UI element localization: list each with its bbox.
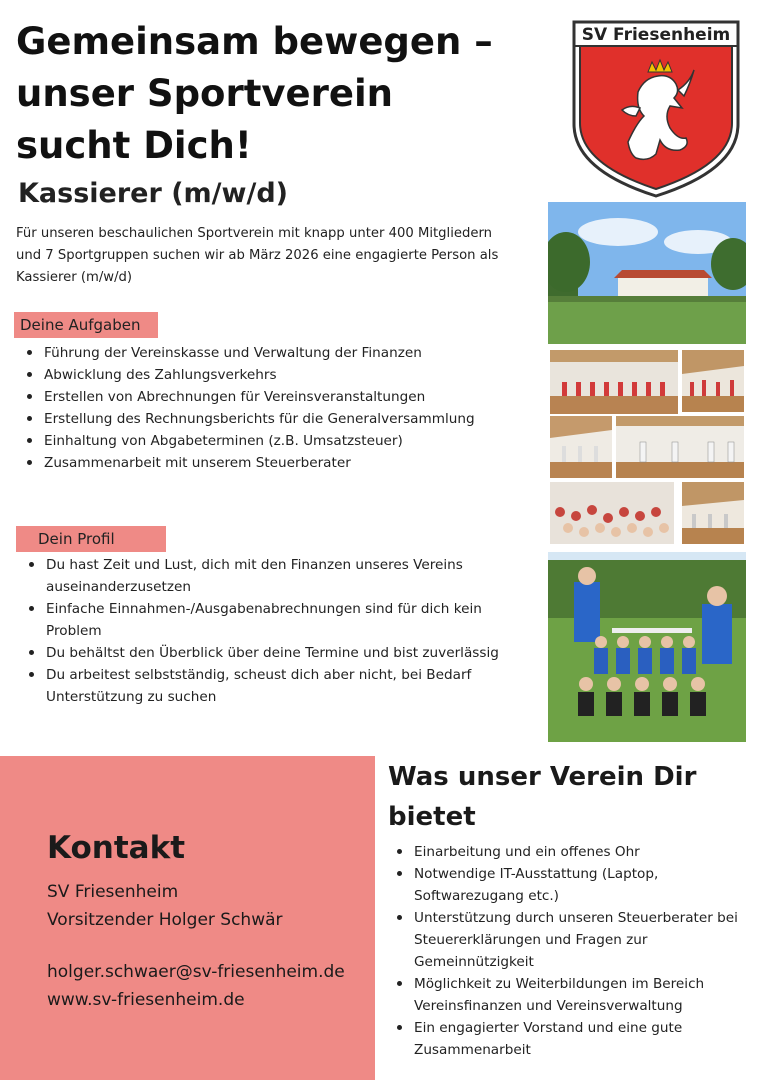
tasks-list <box>18 342 528 474</box>
task-item: Abwicklung des Zahlungsverkehrs <box>18 364 528 386</box>
role-title: Kassierer (m/w/d) <box>18 178 288 209</box>
contact-email[interactable]: holger.schwaer@sv-friesenheim.de <box>47 962 345 982</box>
gym-class-photo-2 <box>616 416 744 478</box>
event-crowd-photo <box>550 482 674 544</box>
offer-item: Einarbeitung und ein offenes Ohr <box>388 841 740 863</box>
offer-list <box>388 841 740 1061</box>
headline-line-2: unser Sportverein <box>16 72 393 115</box>
task-item: Erstellen von Abrechnungen für Vereinsveranstaltungen <box>18 386 528 408</box>
profile-item: Einfache Einnahmen-/Ausgabenabrechnungen sind für dich kein Problem <box>20 598 510 642</box>
profile-list <box>20 554 510 708</box>
youth-team-photo <box>548 552 746 742</box>
task-item: Zusammenarbeit mit unserem Steuerberater <box>18 452 528 474</box>
profile-item: Du arbeitest selbstständig, scheust dich aber nicht, bei Bedarf Unterstützung zu suchen <box>20 664 510 708</box>
contact-website[interactable]: www.sv-friesenheim.de <box>47 990 245 1010</box>
offer-item: Unterstützung durch unseren Steuerberater bei Steuererklärungen und Fragen zur Gemeinnützigkeit <box>388 907 740 973</box>
headline <box>16 16 536 172</box>
clubhouse-photo <box>548 202 746 344</box>
contact-org: SV Friesenheim <box>47 882 179 902</box>
profile-label: Dein Profil <box>16 526 166 552</box>
offer-item: Möglichkeit zu Weiterbildungen im Bereich Vereinsfinanzen und Vereinsverwaltung <box>388 973 740 1017</box>
headline-line-1: Gemeinsam bewegen – <box>16 20 493 63</box>
task-item: Einhaltung von Abgabeterminen (z.B. Umsatzsteuer) <box>18 430 528 452</box>
headline-line-3: sucht Dich! <box>16 124 252 167</box>
task-item: Erstellung des Rechnungsberichts für die Generalversammlung <box>18 408 528 430</box>
task-item: Führung der Vereinskasse und Verwaltung der Finanzen <box>18 342 528 364</box>
intro-text: Für unseren beschaulichen Sportverein mit knapp unter 400 Mitgliedern und 7 Sportgruppen suchen wir ab März 2026 eine engagierte Person als Kassierer (m/w/d) <box>16 226 499 285</box>
offer-title: Was unser Verein Dir bietet <box>388 762 697 832</box>
offer-item: Notwendige IT-Ausstattung (Laptop, Softwarezugang etc.) <box>388 863 740 907</box>
logo-text: SV Friesenheim <box>581 25 731 45</box>
dance-group-photo-2 <box>682 350 744 412</box>
profile-item: Du hast Zeit und Lust, dich mit den Finanzen unseres Vereins auseinanderzusetzen <box>20 554 510 598</box>
offer-item: Ein engagierter Vorstand und eine gute Zusammenarbeit <box>388 1017 740 1061</box>
profile-item: Du behältst den Überblick über deine Termine und bist zuverlässig <box>20 642 510 664</box>
dance-group-photo-1 <box>550 350 678 414</box>
contact-title: Kontakt <box>47 830 186 866</box>
gym-class-photo-1 <box>550 416 612 478</box>
gym-class-photo-3 <box>682 482 744 544</box>
contact-person: Vorsitzender Holger Schwär <box>47 910 283 930</box>
club-logo <box>566 12 746 198</box>
tasks-label: Deine Aufgaben <box>14 312 158 338</box>
